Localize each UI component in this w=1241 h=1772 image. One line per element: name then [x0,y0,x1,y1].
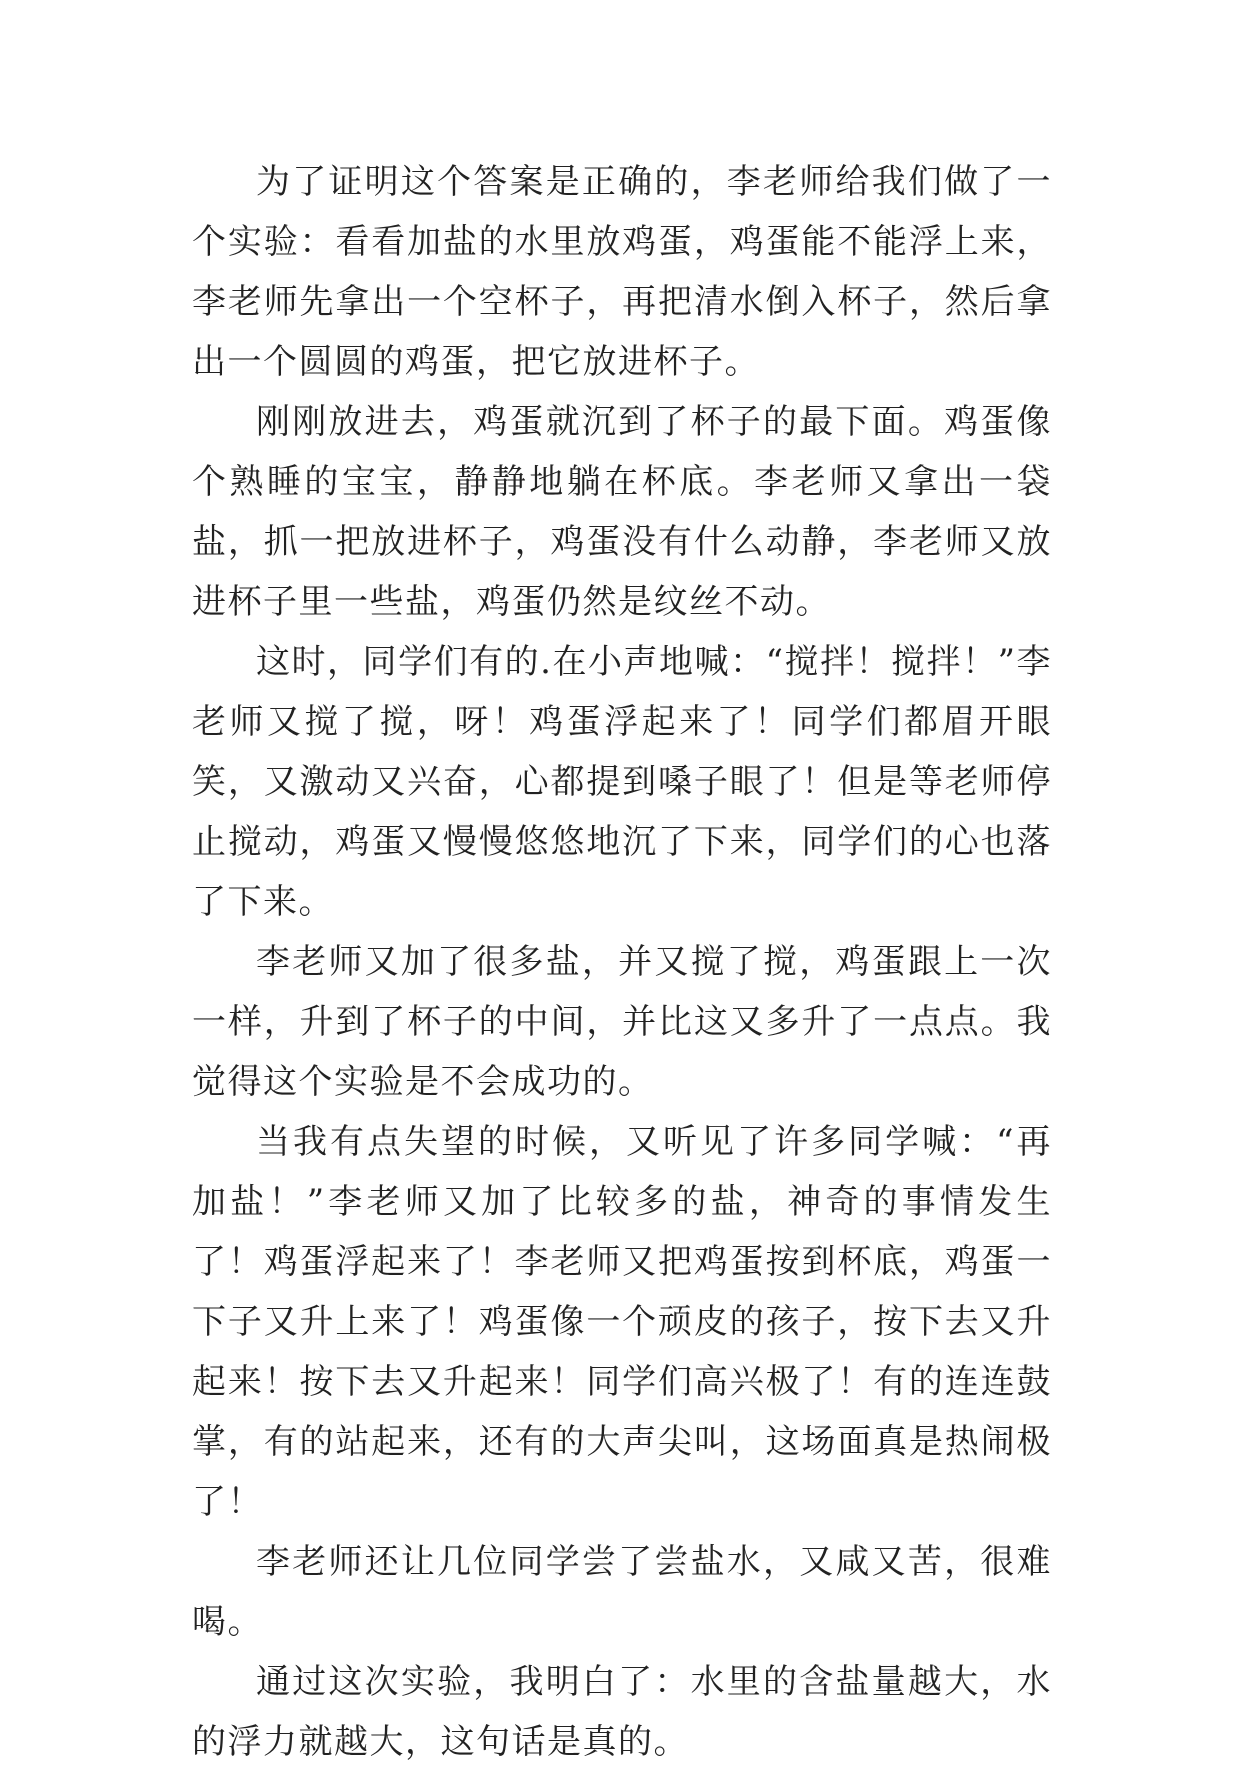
paragraph-7: 通过这次实验，我明白了：水里的含盐量越大，水的浮力就越大，这句话是真的。 [192,1662,1052,1762]
paragraph-4: 李老师又加了很多盐，并又搅了搅，鸡蛋跟上一次一样，升到了杯子的中间，并比这又多升了一点点。我觉得这个实验是不会成功的。 [192,942,1052,1102]
paragraph-5: 当我有点失望的时候，又听见了许多同学喊：“再加盐！”李老师又加了比较多的盐，神奇的事情发生了！鸡蛋浮起来了！李老师又把鸡蛋按到杯底，鸡蛋一下子又升上来了！鸡蛋像一个顽皮的孩子，按下去又升起来！按下去又升起来！同学们高兴极了！有的连连鼓掌，有的站起来，还有的大声尖叫，这场面真是热闹极了！ [192,1122,1052,1522]
paragraph-3: 这时，同学们有的.在小声地喊：“搅拌！搅拌！”李老师又搅了搅，呀！鸡蛋浮起来了！同学们都眉开眼笑，又激动又兴奋，心都提到嗓子眼了！但是等老师停止搅动，鸡蛋又慢慢悠悠地沉了下来，同学们的心也落了下来。 [192,642,1052,922]
paragraph-2: 刚刚放进去，鸡蛋就沉到了杯子的最下面。鸡蛋像个熟睡的宝宝，静静地躺在杯底。李老师又拿出一袋盐，抓一把放进杯子，鸡蛋没有什么动静，李老师又放进杯子里一些盐，鸡蛋仍然是纹丝不动。 [192,402,1052,622]
paragraph-1: 为了证明这个答案是正确的，李老师给我们做了一个实验：看看加盐的水里放鸡蛋，鸡蛋能不能浮上来，李老师先拿出一个空杯子，再把清水倒入杯子，然后拿出一个圆圆的鸡蛋，把它放进杯子。 [192,162,1052,382]
paragraph-6: 李老师还让几位同学尝了尝盐水，又咸又苦，很难喝。 [192,1542,1052,1642]
essay-body [192,152,1052,1772]
